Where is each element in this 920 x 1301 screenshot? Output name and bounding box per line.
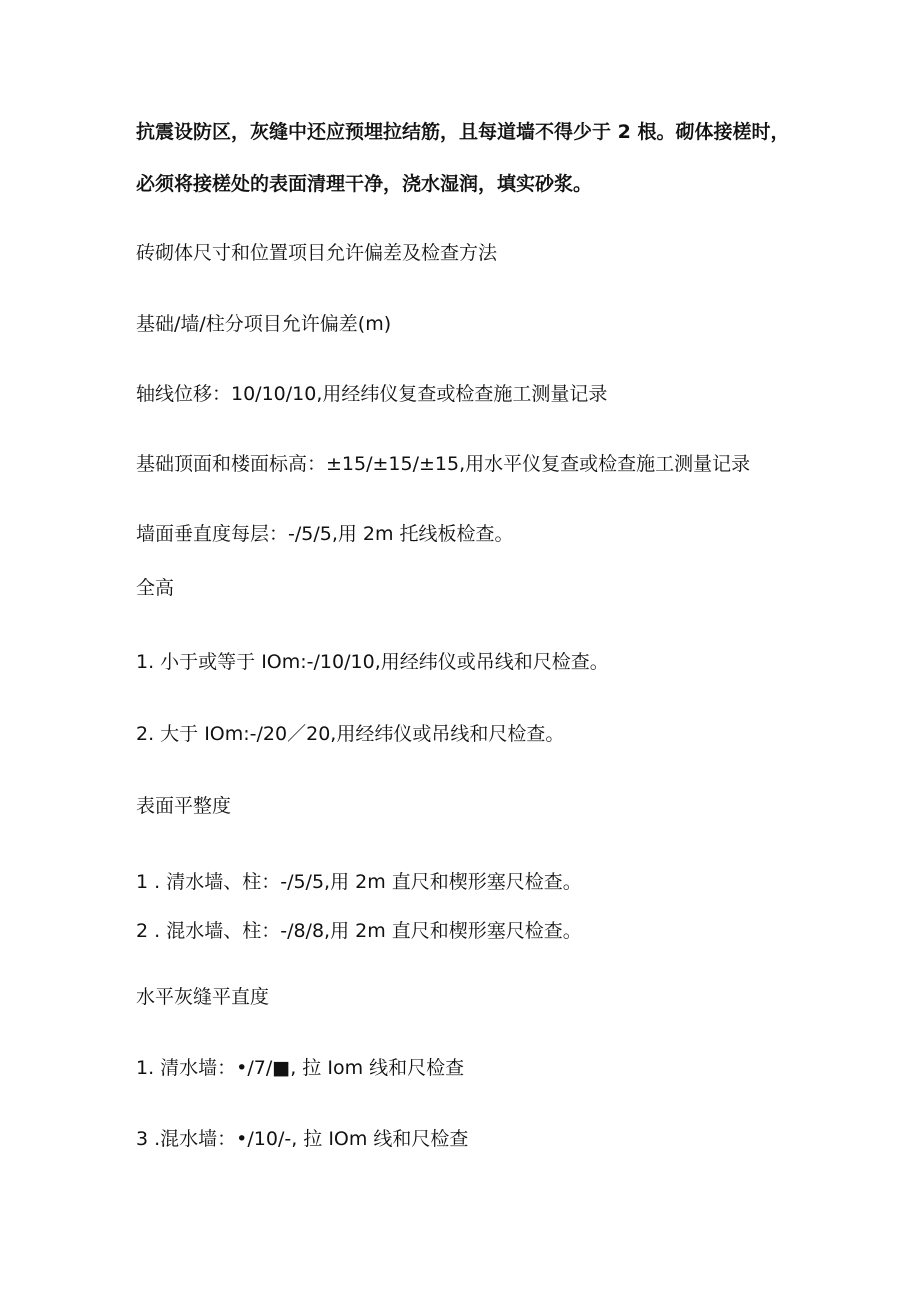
paragraph-1-line-1: 抗震设防区，灰缝中还应预埋拉结筋，且每道墙不得少于 2 根。砌体接槎时， (136, 121, 790, 143)
full-height-item-1: 1. 小于或等于 IOm:-/10/10,用经纬仪或吊线和尺检查。 (136, 651, 609, 673)
flatness-item-1: 1 . 清水墙、柱：-/5/5,用 2m 直尺和楔形塞尺检查。 (136, 871, 582, 893)
flatness-item-2: 2 . 混水墙、柱：-/8/8,用 2m 直尺和楔形塞尺检查。 (136, 920, 582, 942)
section-title: 砖砌体尺寸和位置项目允许偏差及检查方法 (136, 242, 498, 264)
horizontal-joint-item-1: 1. 清水墙：•/7/■, 拉 Iom 线和尺检查 (136, 1057, 465, 1079)
flatness-title: 表面平整度 (136, 795, 232, 817)
axis-offset-line: 轴线位移：10/10/10,用经纬仪复查或检查施工测量记录 (136, 383, 608, 405)
table-header: 基础/墙/柱分项目允许偏差(m) (136, 313, 392, 335)
full-height-item-2: 2. 大于 IOm:-/20／20,用经纬仪或吊线和尺检查。 (136, 723, 565, 745)
horizontal-joint-title: 水平灰缝平直度 (136, 986, 270, 1008)
verticality-per-floor-line: 墙面垂直度每层：-/5/5,用 2m 托线板检查。 (136, 523, 514, 545)
paragraph-1-line-2: 必须将接槎处的表面清理干净，浇水湿润，填实砂浆。 (136, 173, 593, 195)
full-height-title: 全高 (136, 577, 175, 599)
elevation-line: 基础顶面和楼面标高：±15/±15/±15,用水平仪复查或检查施工测量记录 (136, 453, 751, 475)
horizontal-joint-item-2: 3 .混水墙：•/10/-, 拉 IOm 线和尺检查 (136, 1128, 469, 1150)
